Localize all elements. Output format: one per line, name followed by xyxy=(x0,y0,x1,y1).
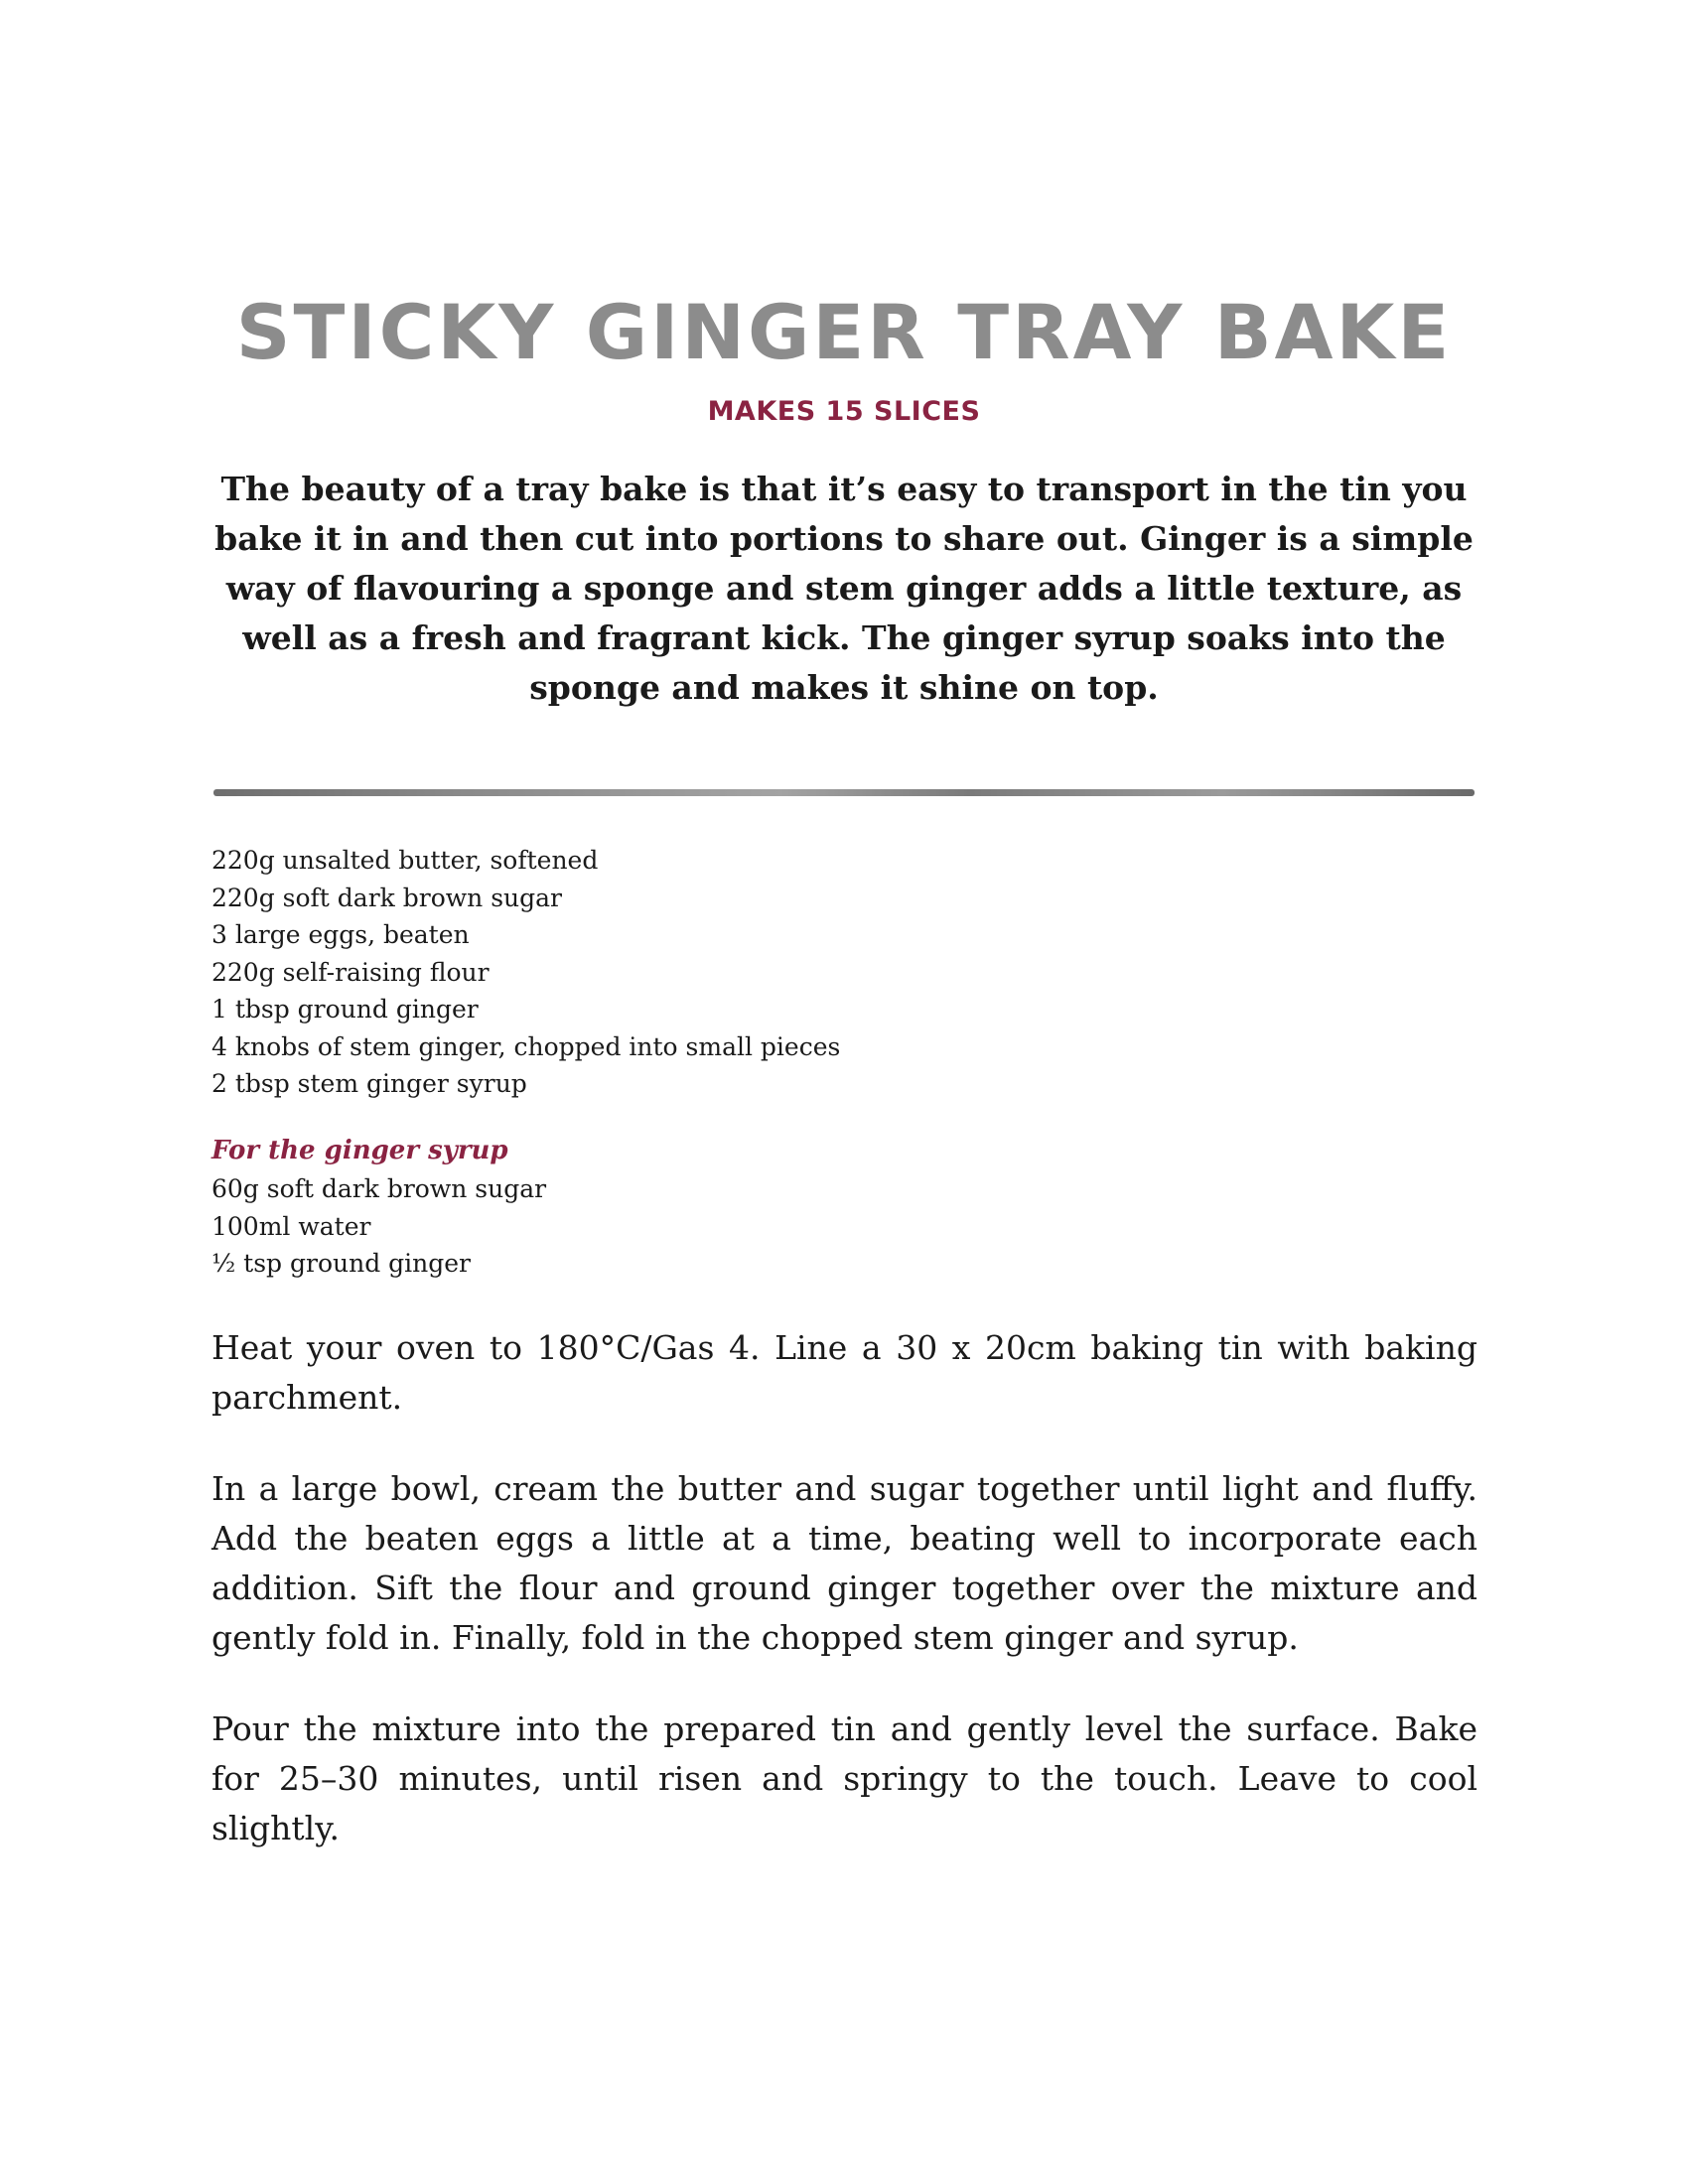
syrup-ingredients-list xyxy=(211,1170,1304,1283)
method-step: Pour the mixture into the prepared tin and gently level the surface. Bake for 25–30 minutes, until risen and springy to the touch. Leave to cool slightly. xyxy=(211,1709,1477,1847)
syrup-ingredient-item: 60g soft dark brown sugar xyxy=(211,1174,547,1203)
section-divider xyxy=(213,789,1475,796)
ingredient-item: 220g soft dark brown sugar xyxy=(211,883,562,912)
recipe-yield: MAKES 15 SLICES xyxy=(707,396,981,427)
ingredient-item: 220g self-raising flour xyxy=(211,957,490,987)
syrup-heading: For the ginger syrup xyxy=(211,1136,508,1165)
ingredient-item: 2 tbsp stem ginger syrup xyxy=(211,1069,527,1098)
ingredient-item: 3 large eggs, beaten xyxy=(211,920,470,949)
ingredients-list xyxy=(211,842,1304,1103)
syrup-ingredient-item: 100ml water xyxy=(211,1211,371,1241)
ingredient-item: 220g unsalted butter, softened xyxy=(211,846,599,875)
ingredient-item: 1 tbsp ground ginger xyxy=(211,995,479,1024)
method-step: Heat your oven to 180°C/Gas 4. Line a 30 x 20cm baking tin with baking parchment. xyxy=(211,1328,1477,1417)
recipe-intro: The beauty of a tray bake is that it’s easy to transport in the tin you bake it in and then cut into portions to share out. Ginger is a simple way of flavouring a sponge and stem ginger adds a little texture, as well as a fresh and fragrant kick. The ginger syrup soaks into the sponge and makes it shine on top. xyxy=(214,470,1474,707)
recipe-title: STICKY GINGER TRAY BAKE xyxy=(235,288,1453,376)
method-step: In a large bowl, cream the butter and sugar together until light and fluffy. Add the beaten eggs a little at a time, beating well to incorporate each addition. Sift the flour and ground ginger together over the mixture and gently fold in. Finally, fold in the chopped stem ginger and syrup. xyxy=(211,1469,1477,1657)
syrup-ingredient-item: ½ tsp ground ginger xyxy=(211,1249,472,1278)
method-section xyxy=(211,1323,1477,1895)
ingredient-item: 4 knobs of stem ginger, chopped into small pieces xyxy=(211,1031,841,1061)
